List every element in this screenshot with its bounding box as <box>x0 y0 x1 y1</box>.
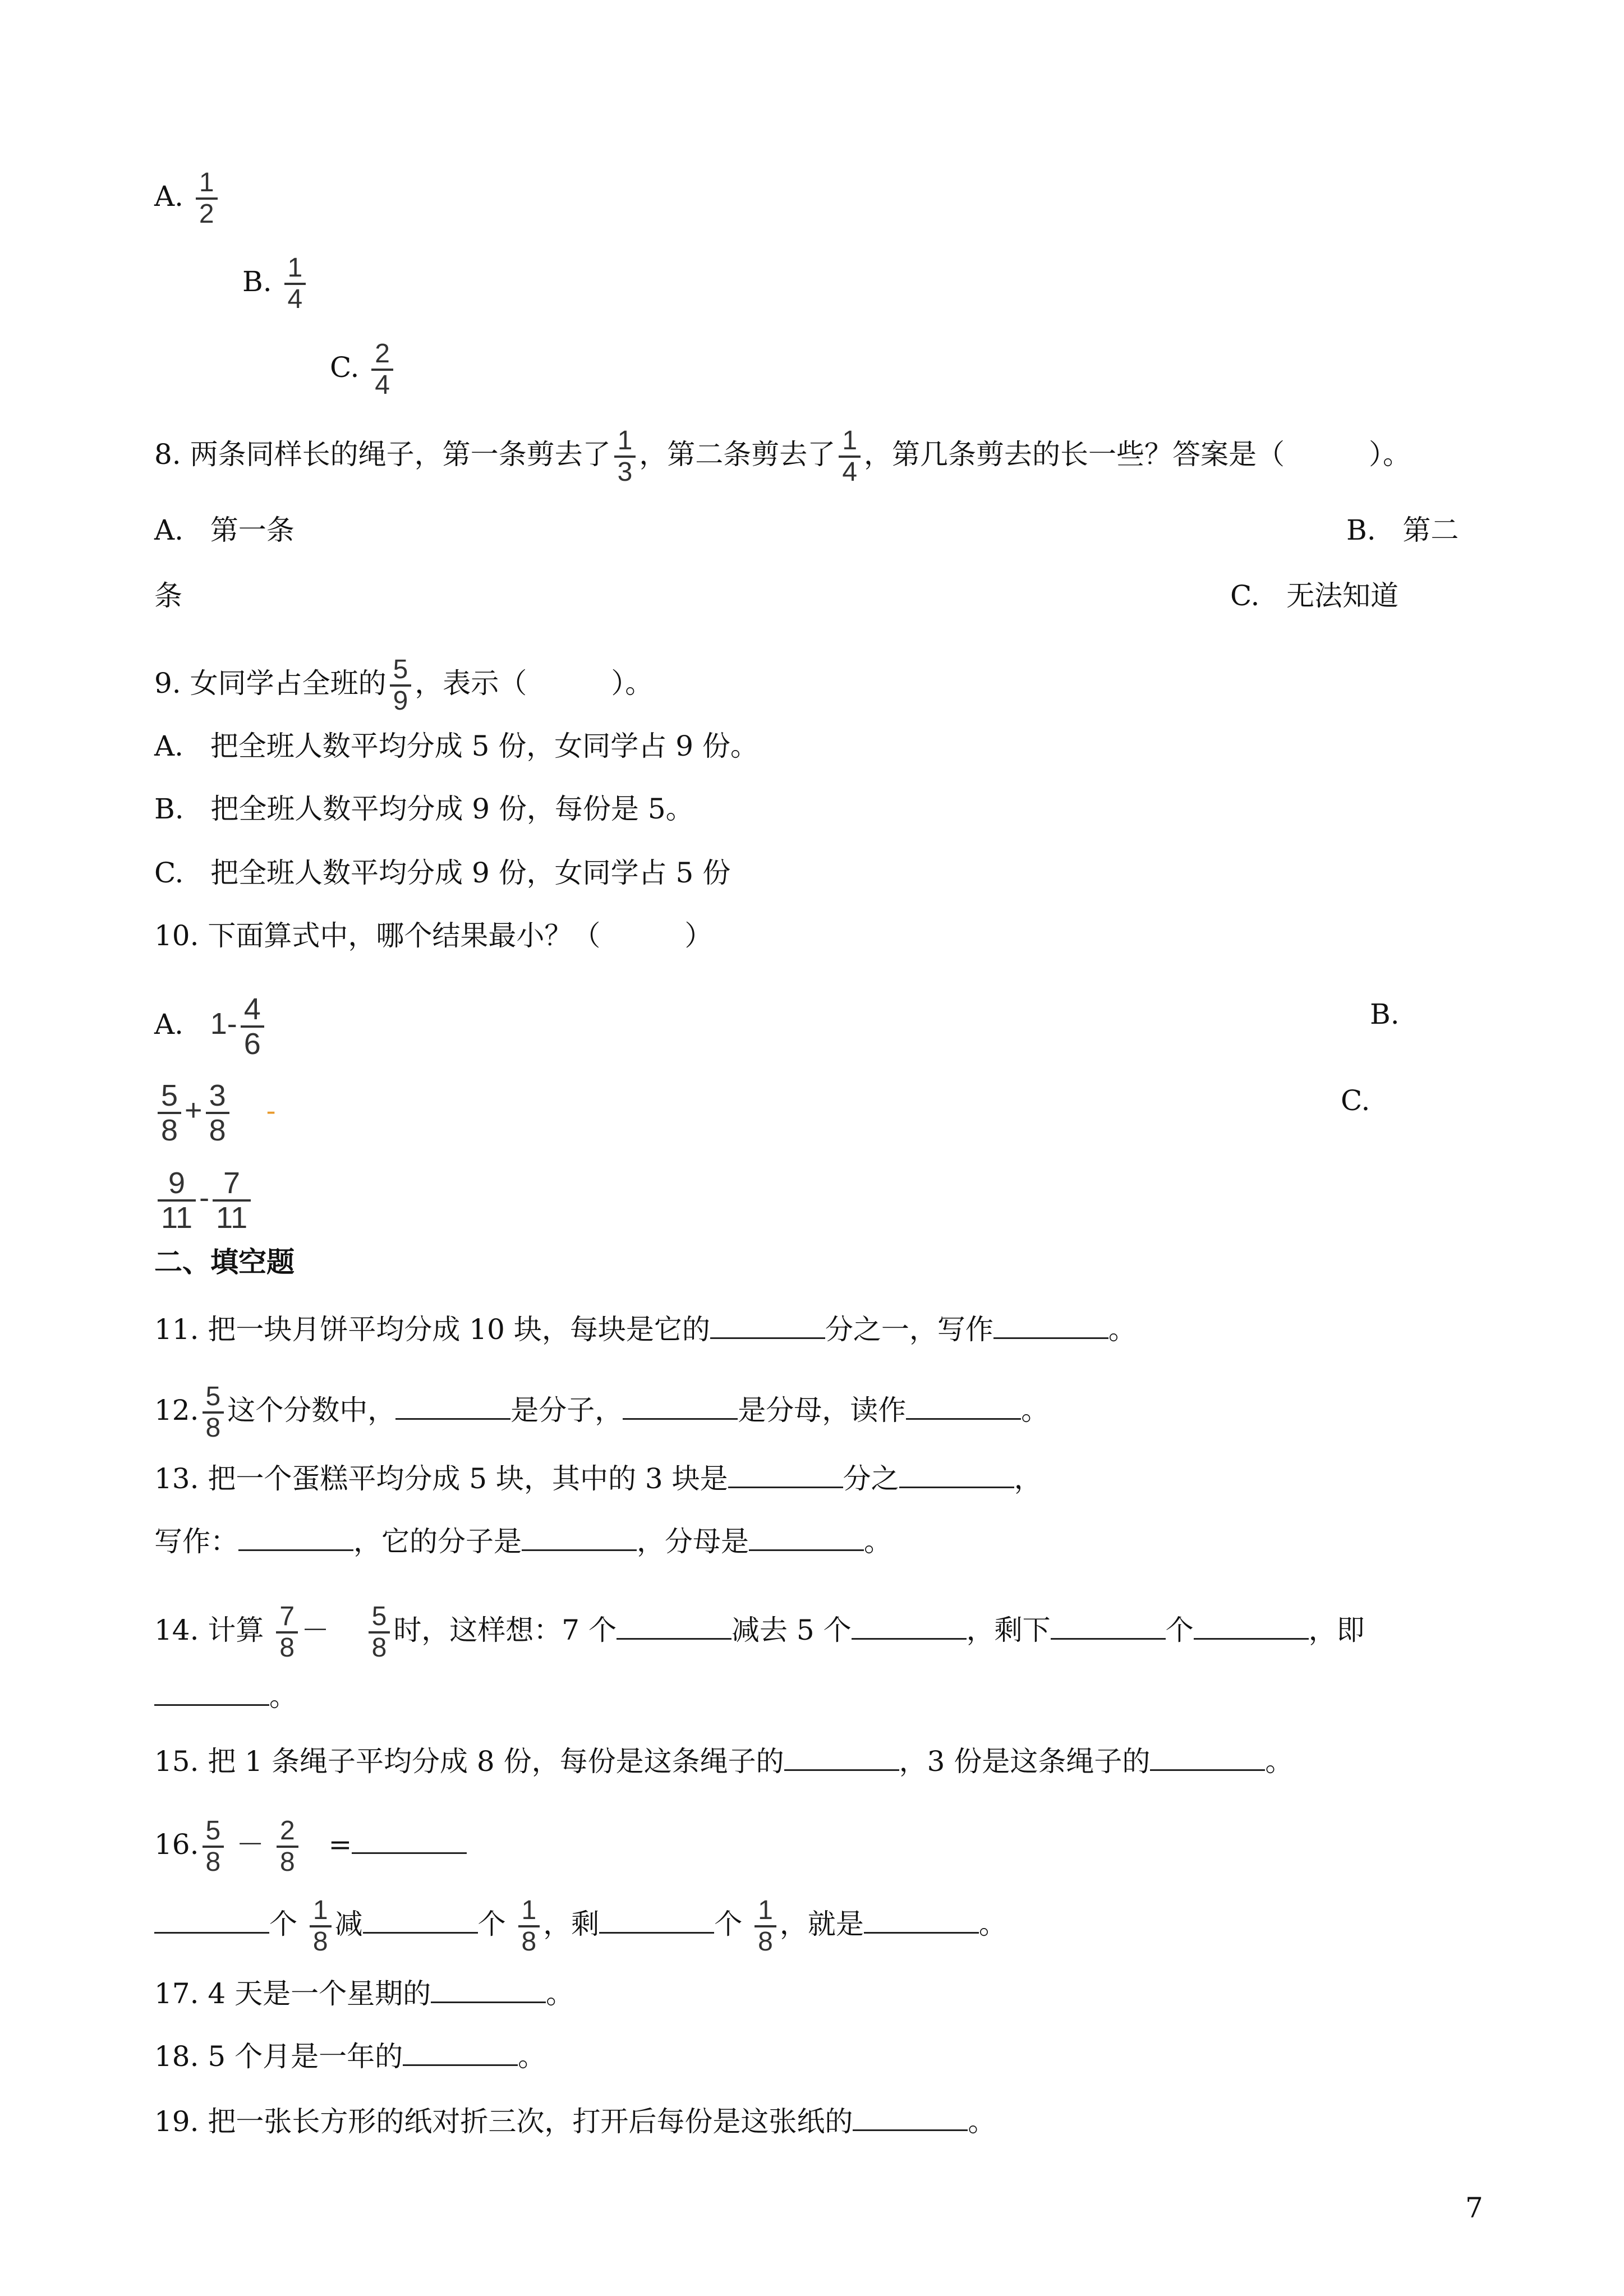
q12-blank-1[interactable] <box>395 1392 510 1420</box>
q10-b-mark: - <box>266 1094 276 1127</box>
q16-fraction-1: $\frac{5}{8}$ <box>203 1816 224 1877</box>
q10-option-c-label: C. <box>1341 1084 1370 1117</box>
q14-blank-1[interactable] <box>617 1612 732 1640</box>
q14-fraction-2: $\frac{5}{8}$ <box>369 1602 390 1663</box>
q10-c-fraction-1: $\frac{9}{11}$ <box>158 1167 196 1234</box>
q13-blank-5[interactable] <box>749 1524 864 1551</box>
q9-option-a: A. 把全班人数平均分成 5 份，女同学占 9 份。 <box>154 730 758 762</box>
q13-blank-4[interactable] <box>522 1524 637 1551</box>
q8-stem: 8. 两条同样长的绳子，第一条剪去了 $\frac{1}{3}$ ，第二条剪去了 $\frac{1}{4}$ ，第几条剪去的长一些？答案是（ ）。 <box>154 426 1411 487</box>
q13-line-2: 写作： ，它的分子是 ，分母是 。 <box>154 1524 892 1558</box>
q16-blank-result[interactable] <box>352 1826 467 1854</box>
q15-blank-1[interactable] <box>784 1743 899 1771</box>
q16-unit-fraction-2: $\frac{1}{8}$ <box>518 1896 540 1957</box>
q10-option-b-label: B. <box>1370 998 1400 1030</box>
q16-blank-3[interactable] <box>599 1906 714 1934</box>
q16-line-2: 个 $\frac{1}{8}$ 减 个 $\frac{1}{8}$ ，剩 个 $\frac{1}{8}$ ，就是 。 <box>154 1896 1007 1957</box>
q10-option-b-expression: $\frac{5}{8}$ + $\frac{3}{8}$ - <box>154 1079 276 1147</box>
q7-option-c: C. $\frac{2}{4}$ <box>330 339 397 400</box>
q10-b-fraction-2: $\frac{3}{8}$ <box>206 1079 229 1147</box>
q13-blank-1[interactable] <box>728 1461 843 1488</box>
q14-blank-4[interactable] <box>1194 1612 1309 1640</box>
q10-c-fraction-2: $\frac{7}{11}$ <box>213 1167 251 1234</box>
q8-option-b: B. 第二 <box>1346 514 1459 546</box>
q11-blank-2[interactable] <box>993 1312 1108 1339</box>
q19: 19. 把一张长方形的纸对折三次，打开后每份是这张纸的 。 <box>154 2104 996 2138</box>
q13-blank-3[interactable] <box>238 1524 353 1551</box>
q7-option-b-fraction: $\frac{1}{4}$ <box>284 254 306 314</box>
q16-line-1: 16. $\frac{5}{8}$ － $\frac{2}{8}$ = <box>154 1816 467 1877</box>
q14-blank-3[interactable] <box>1051 1612 1166 1640</box>
q12-blank-3[interactable] <box>906 1392 1021 1420</box>
q16-blank-2[interactable] <box>363 1906 478 1934</box>
q14-fraction-1: $\frac{7}{8}$ <box>276 1602 298 1663</box>
q9-stem: 9. 女同学占全班的 $\frac{5}{9}$ ，表示（ ）。 <box>154 655 654 716</box>
q15-blank-2[interactable] <box>1150 1743 1265 1771</box>
q9-fraction: $\frac{5}{9}$ <box>390 655 412 716</box>
q9-option-c: C. 把全班人数平均分成 9 份，女同学占 5 份 <box>154 857 731 889</box>
q16-unit-fraction-3: $\frac{1}{8}$ <box>755 1896 776 1957</box>
q16-fraction-2: $\frac{2}{8}$ <box>277 1816 298 1877</box>
q14-line-1: 14. 计算 $\frac{7}{8}$ － $\frac{5}{8}$ 时，这样想：7 个 减去 5 个 ，剩下 个 ，即 <box>154 1602 1365 1663</box>
q8-option-a: A. 第一条 <box>154 514 295 546</box>
q8-fraction-1: $\frac{1}{3}$ <box>614 426 636 487</box>
q8-fraction-2: $\frac{1}{4}$ <box>839 426 861 487</box>
q8-option-c: C. 无法知道 <box>1230 579 1399 612</box>
q7-option-a: A. $\frac{1}{2}$ <box>154 168 221 229</box>
q14-blank-2[interactable] <box>852 1612 967 1640</box>
q19-blank[interactable] <box>853 2104 968 2131</box>
q10-option-c-expression: $\frac{9}{11}$ - $\frac{7}{11}$ <box>154 1167 254 1234</box>
q10-b-fraction-1: $\frac{5}{8}$ <box>158 1079 181 1147</box>
q13-blank-2[interactable] <box>899 1461 1014 1488</box>
page-number: 7 <box>1465 2192 1483 2224</box>
q14-blank-5[interactable] <box>154 1678 269 1706</box>
q12-fraction: $\frac{5}{8}$ <box>203 1382 224 1443</box>
section-2-heading: 二、填空题 <box>154 1245 295 1278</box>
q9-option-b: B. 把全班人数平均分成 9 份，每份是 5。 <box>154 793 694 825</box>
q10-option-a-fraction: $\frac{4}{6}$ <box>241 993 264 1060</box>
q12-blank-2[interactable] <box>623 1392 738 1420</box>
q7-option-b: B. $\frac{1}{4}$ <box>242 254 309 314</box>
q7-option-c-fraction: $\frac{2}{4}$ <box>371 339 393 400</box>
q11-blank-1[interactable] <box>710 1312 825 1339</box>
q17: 17. 4 天是一个星期的 。 <box>154 1976 574 2010</box>
q16-unit-fraction-1: $\frac{1}{8}$ <box>310 1896 332 1957</box>
q8-option-b-continued: 条 <box>154 579 182 612</box>
q13-line-1: 13. 把一个蛋糕平均分成 5 块，其中的 3 块是 分之 ， <box>154 1461 1042 1496</box>
q18-blank[interactable] <box>403 2039 518 2066</box>
q17-blank[interactable] <box>431 1976 546 2003</box>
q15: 15. 把 1 条绳子平均分成 8 份，每份是这条绳子的 ，3 份是这条绳子的 。 <box>154 1743 1293 1778</box>
q12: 12. $\frac{5}{8}$ 这个分数中， 是分子， 是分母，读作 。 <box>154 1382 1050 1443</box>
q11: 11. 把一块月饼平均分成 10 块，每块是它的 分之一，写作 。 <box>154 1312 1137 1346</box>
q10-stem: 10. 下面算式中，哪个结果最小？（ ） <box>154 919 713 952</box>
q14-line-2: 。 <box>154 1678 297 1713</box>
q16-blank-4[interactable] <box>864 1906 979 1934</box>
q10-option-a: A. 1- $\frac{4}{6}$ <box>154 993 268 1060</box>
q16-blank-1[interactable] <box>154 1906 269 1934</box>
q18: 18. 5 个月是一年的 。 <box>154 2039 546 2073</box>
q7-option-a-fraction: $\frac{1}{2}$ <box>196 168 218 229</box>
